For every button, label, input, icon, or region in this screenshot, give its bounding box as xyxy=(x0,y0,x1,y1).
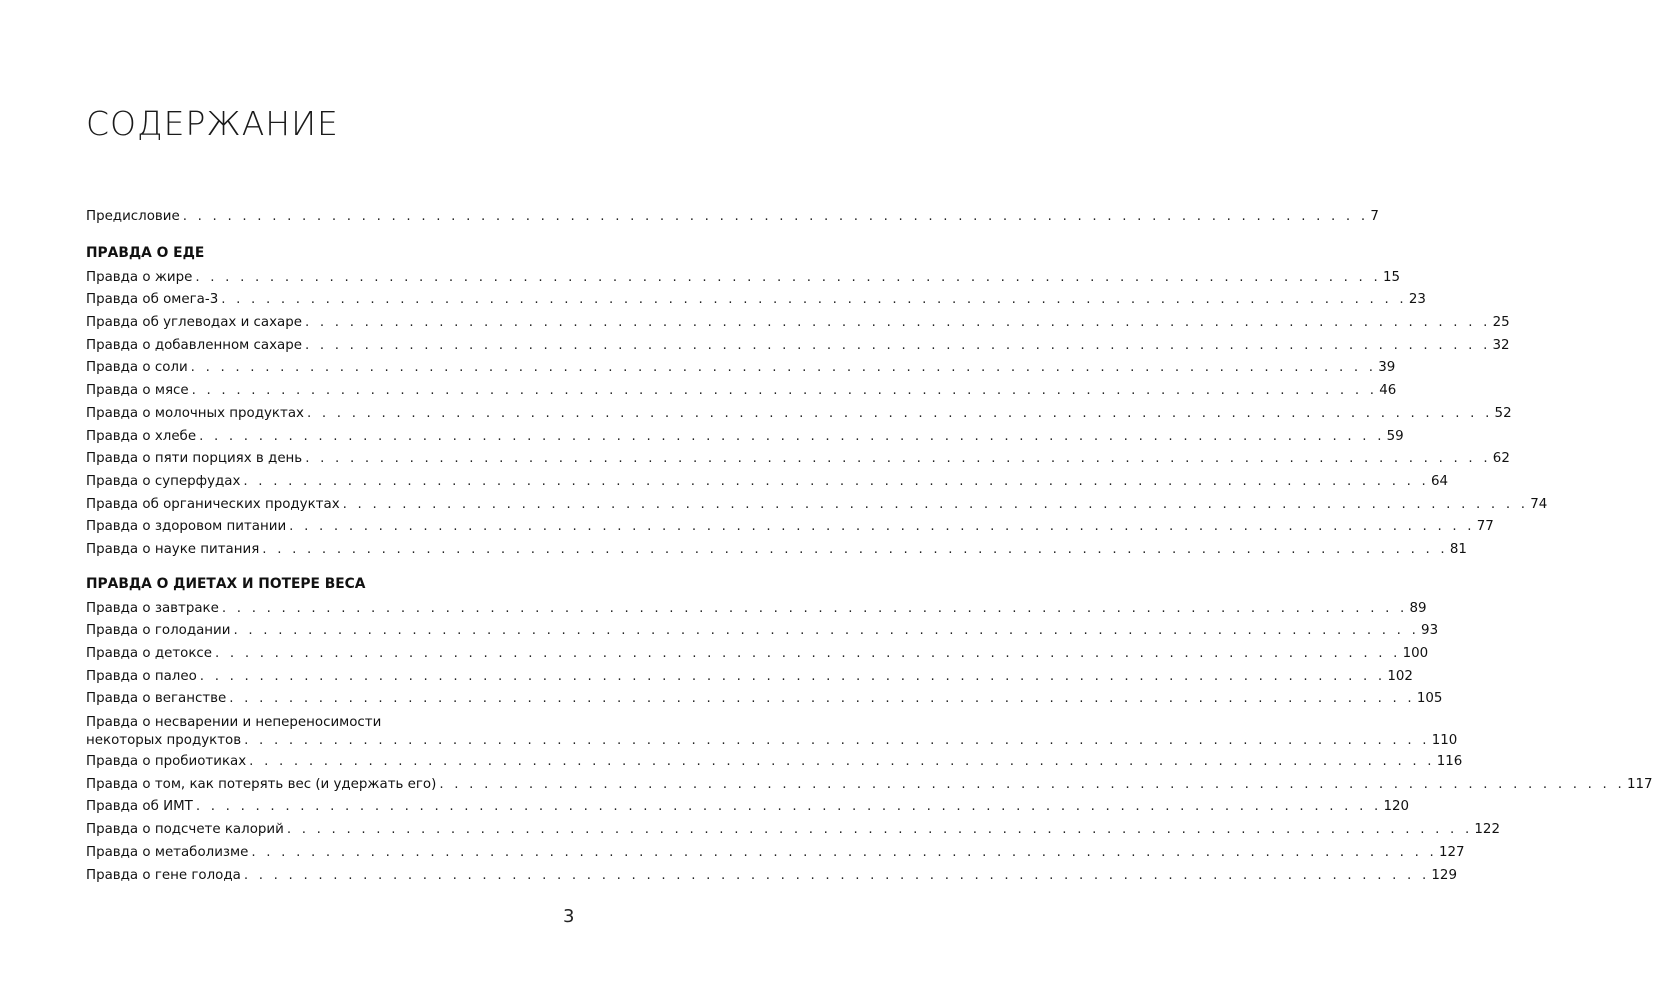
toc-entry-page: 102 xyxy=(1387,668,1413,684)
toc-entry[interactable] xyxy=(86,335,1510,358)
toc-entry-page: 15 xyxy=(1382,269,1400,285)
toc-entry-page: 129 xyxy=(1431,867,1457,883)
toc-entry-page: 52 xyxy=(1494,405,1512,421)
toc-entry-page: 93 xyxy=(1421,623,1439,639)
dot-leader: . . . . . . . . . . . . . . . . . . . . . . . . . . . . . . . . . . . . . . . . . . . . . . . . . . . . . . . . . . . . . . . . . . . . . . . . . . . . . . . . xyxy=(304,315,1491,331)
toc-entry[interactable] xyxy=(86,380,1397,403)
dot-leader: . . . . . . . . . . . . . . . . . . . . . . . . . . . . . . . . . . . . . . . . . . . . . . . . . . . . . . . . . . . . . . . . . . . . . . . . . . . . . . . . xyxy=(190,360,1377,376)
toc-entry-title: Предисловие xyxy=(86,209,180,224)
toc-entry-title: Правда о пробиотиках xyxy=(86,754,247,770)
toc-entry-page: 127 xyxy=(1438,844,1465,860)
toc-entry[interactable] xyxy=(86,471,1449,494)
table-of-contents xyxy=(86,206,1653,887)
toc-entry-title: Правда о метаболизме xyxy=(86,844,249,860)
toc-entry[interactable] xyxy=(86,688,1443,711)
toc-entry-title: Правда о голодании xyxy=(86,623,231,639)
toc-entry[interactable] xyxy=(86,865,1457,888)
toc-entry-page: 7 xyxy=(1370,209,1379,224)
toc-entry[interactable] xyxy=(86,539,1467,562)
toc-entry-title: Правда о мясе xyxy=(86,383,189,399)
toc-entry-page: 117 xyxy=(1626,776,1653,792)
toc-entry-page: 64 xyxy=(1430,473,1449,489)
toc-entry-title: Правда о палео xyxy=(86,668,197,684)
toc-entry[interactable] xyxy=(86,357,1396,380)
toc-entry[interactable] xyxy=(86,731,1458,751)
dot-leader: . . . . . . . . . . . . . . . . . . . . . . . . . . . . . . . . . . . . . . . . . . . . . . . . . . . . . . . . . . . . . . . . . . . . . . . . . . . . . . . . xyxy=(439,776,1625,792)
dot-leader: . . . . . . . . . . . . . . . . . . . . . . . . . . . . . . . . . . . . . . . . . . . . . . . . . . . . . . . . . . . . . . . . . . . . . . . . . . . . . . . . xyxy=(182,209,1369,224)
toc-entry-page: 25 xyxy=(1492,315,1510,331)
toc-entry-preface[interactable] xyxy=(86,206,1379,229)
toc-entry-title-line1[interactable]: Правда о несварении и непереносимости xyxy=(86,715,382,731)
dot-leader: . . . . . . . . . . . . . . . . . . . . . . . . . . . . . . . . . . . . . . . . . . . . . . . . . . . . . . . . . . . . . . . . . . . . . . . . . . . . . . . . xyxy=(199,668,1386,684)
toc-entry-page: 46 xyxy=(1379,383,1397,399)
toc-entry-page: 74 xyxy=(1530,496,1548,512)
dot-leader: . . . . . . . . . . . . . . . . . . . . . . . . . . . . . . . . . . . . . . . . . . . . . . . . . . . . . . . . . . . . . . . . . . . . . . . . . . . . . . . . xyxy=(243,473,1429,489)
toc-entry-title: Правда о гене голода xyxy=(86,867,241,883)
dot-leader: . . . . . . . . . . . . . . . . . . . . . . . . . . . . . . . . . . . . . . . . . . . . . . . . . . . . . . . . . . . . . . . . . . . . . . . . . . . . . . . . xyxy=(221,292,1407,308)
dot-leader: . . . . . . . . . . . . . . . . . . . . . . . . . . . . . . . . . . . . . . . . . . . . . . . . . . . . . . . . . . . . . . . . . . . . . . . . . . . . . . . . xyxy=(191,383,1378,399)
toc-entry[interactable] xyxy=(86,494,1548,517)
toc-entry[interactable] xyxy=(86,516,1494,539)
toc-entry-page: 59 xyxy=(1386,428,1404,444)
dot-leader: . . . . . . . . . . . . . . . . . . . . . . . . . . . . . . . . . . . . . . . . . . . . . . . . . . . . . . . . . . . . . . . . . . . . . . . . . . . . . . . . xyxy=(233,623,1420,639)
toc-entry-title: Правда о веганстве xyxy=(86,691,227,707)
page-title: СОДЕРЖАНИЕ xyxy=(86,104,339,143)
toc-entry[interactable] xyxy=(86,598,1427,621)
dot-leader: . . . . . . . . . . . . . . . . . . . . . . . . . . . . . . . . . . . . . . . . . . . . . . . . . . . . . . . . . . . . . . . . . . . . . . . . . . . . . . . . xyxy=(304,337,1491,353)
toc-entry-title: Правда о молочных продуктах xyxy=(86,405,304,421)
toc-entry[interactable] xyxy=(86,403,1512,426)
dot-leader: . . . . . . . . . . . . . . . . . . . . . . . . . . . . . . . . . . . . . . . . . . . . . . . . . . . . . . . . . . . . . . . . . . . . . . . . . . . . . . . . xyxy=(229,691,1415,707)
dot-leader: . . . . . . . . . . . . . . . . . . . . . . . . . . . . . . . . . . . . . . . . . . . . . . . . . . . . . . . . . . . . . . . . . . . . . . . . . . . . . . . . xyxy=(289,519,1475,535)
toc-entry[interactable] xyxy=(86,842,1465,865)
dot-leader: . . . . . . . . . . . . . . . . . . . . . . . . . . . . . . . . . . . . . . . . . . . . . . . . . . . . . . . . . . . . . . . . . . . . . . . . . . . . . . . . xyxy=(342,496,1529,512)
toc-entry-title: Правда об углеводах и сахаре xyxy=(86,315,302,331)
section-entries xyxy=(86,267,1548,562)
toc-entry-page: 105 xyxy=(1416,691,1443,707)
toc-entry[interactable] xyxy=(86,666,1413,689)
dot-leader: . . . . . . . . . . . . . . . . . . . . . . . . . . . . . . . . . . . . . . . . . . . . . . . . . . . . . . . . . . . . . . . . . . . . . . . . . . . . . . . . xyxy=(199,428,1385,444)
toc-entry-title: Правда о соли xyxy=(86,360,188,376)
toc-entry[interactable] xyxy=(86,751,1463,774)
toc-entry-title: Правда о суперфудах xyxy=(86,473,241,489)
toc-entry-page: 120 xyxy=(1383,799,1410,815)
dot-leader: . . . . . . . . . . . . . . . . . . . . . . . . . . . . . . . . . . . . . . . . . . . . . . . . . . . . . . . . . . . . . . . . . . . . . . . . . . . . . . . . xyxy=(243,867,1430,883)
toc-entry-page: 81 xyxy=(1449,541,1467,557)
toc-entry[interactable] xyxy=(86,643,1429,666)
toc-entry-page: 122 xyxy=(1474,822,1500,838)
toc-entry-title: Правда об органических продуктах xyxy=(86,496,340,512)
dot-leader: . . . . . . . . . . . . . . . . . . . . . . . . . . . . . . . . . . . . . . . . . . . . . . . . . . . . . . . . . . . . . . . . . . . . . . . . . . . . . . . . xyxy=(286,822,1473,838)
toc-entry-title: Правда об ИМТ xyxy=(86,799,193,815)
toc-entry[interactable] xyxy=(86,448,1510,471)
dot-leader: . . . . . . . . . . . . . . . . . . . . . . . . . . . . . . . . . . . . . . . . . . . . . . . . . . . . . . . . . . . . . . . . . . . . . . . . . . . . . . . . xyxy=(244,733,1430,749)
toc-entry[interactable] xyxy=(86,312,1510,335)
toc-entry-title: Правда о науке питания xyxy=(86,541,260,557)
toc-entry[interactable] xyxy=(86,267,1400,290)
toc-entry-page: 62 xyxy=(1492,451,1510,467)
page-number: 3 xyxy=(563,906,575,927)
toc-entry[interactable] xyxy=(86,426,1404,449)
toc-entry-page: 89 xyxy=(1409,600,1427,616)
toc-entry-title: Правда о жире xyxy=(86,269,193,285)
toc-entry-title: некоторых продуктов xyxy=(86,733,242,749)
toc-entry[interactable] xyxy=(86,774,1653,797)
toc-entry-title: Правда об омега-3 xyxy=(86,292,219,308)
toc-entry-title: Правда о добавленном сахаре xyxy=(86,337,302,353)
dot-leader: . . . . . . . . . . . . . . . . . . . . . . . . . . . . . . . . . . . . . . . . . . . . . . . . . . . . . . . . . . . . . . . . . . . . . . . . . . . . . . . . xyxy=(195,799,1382,815)
dot-leader: . . . . . . . . . . . . . . . . . . . . . . . . . . . . . . . . . . . . . . . . . . . . . . . . . . . . . . . . . . . . . . . . . . . . . . . . . . . . . . . . xyxy=(195,269,1381,285)
toc-entry-title: Правда о том, как потерять вес (и удержать его) xyxy=(86,776,437,792)
toc-entry-title: Правда о завтраке xyxy=(86,600,219,616)
dot-leader: . . . . . . . . . . . . . . . . . . . . . . . . . . . . . . . . . . . . . . . . . . . . . . . . . . . . . . . . . . . . . . . . . . . . . . . . . . . . . . . . xyxy=(262,541,1448,557)
toc-entry-page: 77 xyxy=(1476,519,1494,535)
toc-entry-page: 39 xyxy=(1378,360,1396,376)
dot-leader: . . . . . . . . . . . . . . . . . . . . . . . . . . . . . . . . . . . . . . . . . . . . . . . . . . . . . . . . . . . . . . . . . . . . . . . . . . . . . . . . xyxy=(251,844,1437,860)
toc-entry-page: 23 xyxy=(1408,292,1426,308)
dot-leader: . . . . . . . . . . . . . . . . . . . . . . . . . . . . . . . . . . . . . . . . . . . . . . . . . . . . . . . . . . . . . . . . . . . . . . . . . . . . . . . . xyxy=(306,405,1493,421)
dot-leader: . . . . . . . . . . . . . . . . . . . . . . . . . . . . . . . . . . . . . . . . . . . . . . . . . . . . . . . . . . . . . . . . . . . . . . . . . . . . . . . . xyxy=(305,451,1491,467)
dot-leader: . . . . . . . . . . . . . . . . . . . . . . . . . . . . . . . . . . . . . . . . . . . . . . . . . . . . . . . . . . . . . . . . . . . . . . . . . . . . . . . . xyxy=(249,754,1435,770)
section-heading: ПРАВДА О ЕДЕ xyxy=(86,244,205,261)
toc-entry-title: Правда о детоксе xyxy=(86,646,213,661)
toc-entry-title: Правда о хлебе xyxy=(86,428,197,444)
toc-entry[interactable] xyxy=(86,620,1439,643)
toc-entry[interactable] xyxy=(86,796,1410,819)
toc-entry-page: 116 xyxy=(1436,754,1463,770)
toc-entry-page: 32 xyxy=(1492,337,1510,353)
toc-entry-page: 110 xyxy=(1431,733,1458,749)
section-entries xyxy=(86,598,1653,888)
toc-entry-title: Правда о пяти порциях в день xyxy=(86,451,303,467)
toc-entry-title: Правда о подсчете калорий xyxy=(86,822,284,838)
dot-leader: . . . . . . . . . . . . . . . . . . . . . . . . . . . . . . . . . . . . . . . . . . . . . . . . . . . . . . . . . . . . . . . . . . . . . . . . . . . . . . . . xyxy=(215,646,1401,661)
toc-entry[interactable] xyxy=(86,289,1426,312)
toc-entry-title: Правда о здоровом питании xyxy=(86,519,287,535)
section-heading: ПРАВДА О ДИЕТАХ И ПОТЕРЕ ВЕСА xyxy=(86,575,366,592)
toc-entry-page: 100 xyxy=(1402,646,1429,661)
toc-entry[interactable] xyxy=(86,819,1500,842)
dot-leader: . . . . . . . . . . . . . . . . . . . . . . . . . . . . . . . . . . . . . . . . . . . . . . . . . . . . . . . . . . . . . . . . . . . . . . . . . . . . . . . . xyxy=(221,600,1408,616)
